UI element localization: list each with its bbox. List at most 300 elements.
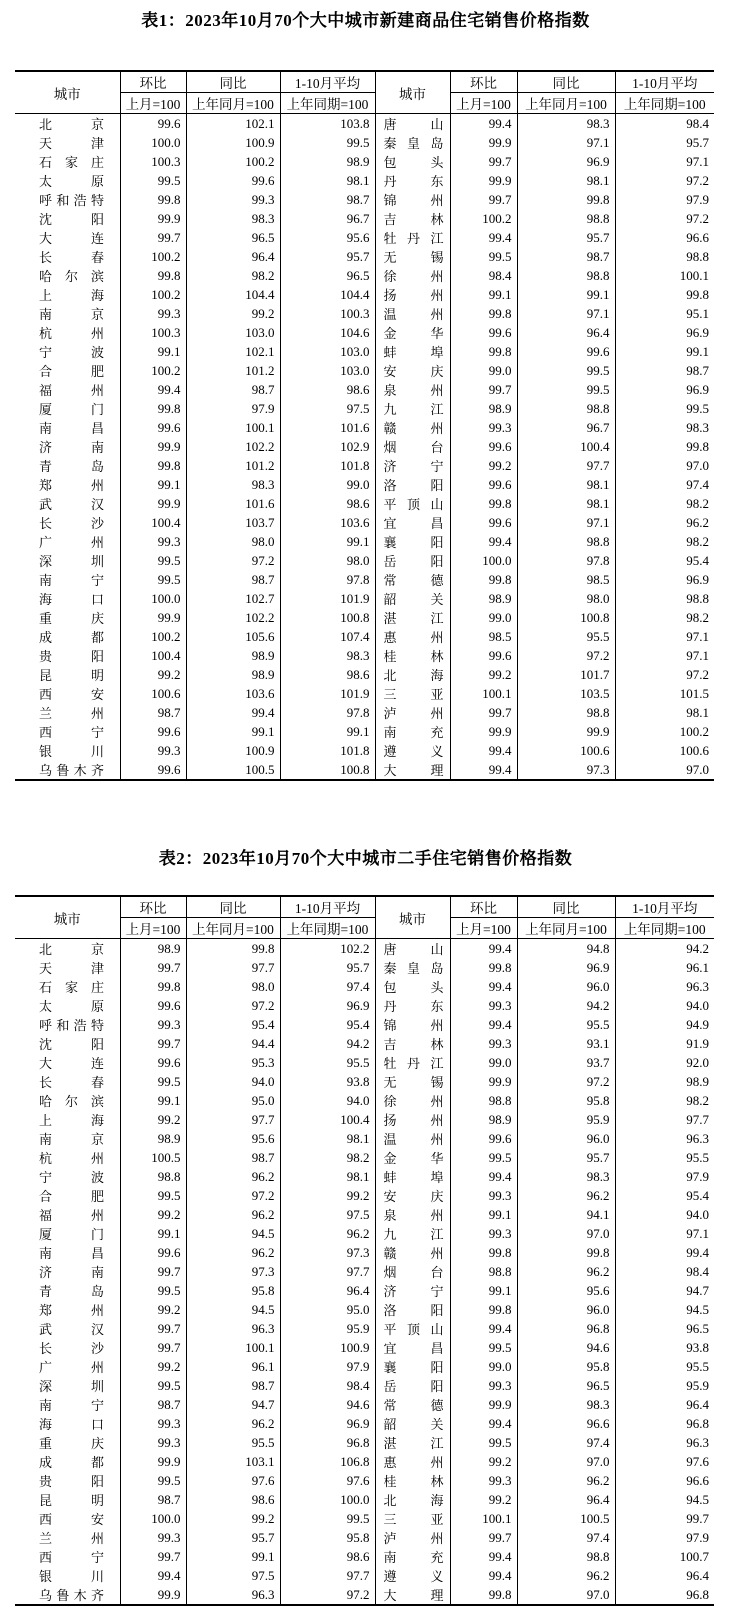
yoy-value-cell: 97.1	[517, 304, 615, 323]
avg-value-cell: 98.6	[280, 665, 375, 684]
city-cell	[375, 1015, 450, 1034]
yoy-value-cell: 96.3	[186, 1319, 280, 1338]
avg-value-cell: 95.8	[280, 1528, 375, 1547]
city-name: 南昌	[39, 421, 104, 436]
city-name: 郑州	[39, 1303, 104, 1318]
city-name: 太原	[39, 999, 104, 1014]
avg-value-cell: 97.0	[686, 761, 709, 777]
yoy-value-cell: 96.2	[186, 1243, 280, 1262]
city-name: 太原	[39, 174, 104, 189]
yoy-value-cell: 94.1	[517, 1205, 615, 1224]
city-name: 温州	[383, 307, 444, 322]
table-row	[15, 589, 714, 608]
mom-value-cell: 99.5	[450, 247, 517, 266]
yoy-value-cell: 97.5	[186, 1566, 280, 1585]
yoy-value-cell: 100.8	[517, 608, 615, 627]
table-row	[15, 1471, 714, 1490]
yoy-value-cell: 97.9	[186, 399, 280, 418]
table-row	[15, 1262, 714, 1281]
yoy-value-cell: 96.4	[517, 323, 615, 342]
table-row	[15, 958, 714, 977]
yoy-value-cell: 96.8	[517, 1319, 615, 1338]
avg-value-cell: 99.7	[686, 1510, 709, 1526]
city-cell	[375, 1243, 450, 1262]
mom-value-cell: 99.8	[120, 190, 186, 209]
table-row	[15, 760, 714, 780]
mom-value-cell: 98.7	[120, 703, 186, 722]
city-name: 大连	[39, 231, 104, 246]
city-cell	[15, 1148, 120, 1167]
mom-value-cell: 99.8	[450, 570, 517, 589]
avg-value-cell: 94.2	[280, 1034, 375, 1053]
avg-value-cell: 96.2	[686, 514, 709, 530]
avg-value-cell: 95.5	[686, 1358, 709, 1374]
city-name: 平顶山	[383, 497, 444, 512]
yoy-value-cell: 99.1	[517, 285, 615, 304]
avg-value-cell: 100.4	[280, 1110, 375, 1129]
avg-value-cell: 97.0	[686, 457, 709, 473]
avg-value-cell: 99.5	[280, 1509, 375, 1528]
city-name: 蚌埠	[383, 1170, 444, 1185]
table-row	[15, 399, 714, 418]
mom-value-cell: 99.5	[120, 551, 186, 570]
city-cell	[375, 1300, 450, 1319]
city-cell	[375, 958, 450, 977]
city-name: 长春	[39, 250, 104, 265]
table-row	[15, 1243, 714, 1262]
col-mom-header: 环比	[450, 71, 517, 93]
yoy-value-cell: 94.5	[186, 1224, 280, 1243]
city-name: 锦州	[383, 1018, 444, 1033]
avg-value-cell: 95.7	[280, 247, 375, 266]
avg-value-cell: 102.2	[280, 939, 375, 959]
avg-value-cell: 100.8	[280, 608, 375, 627]
avg-value-cell: 98.4	[280, 1376, 375, 1395]
avg-value-cell: 101.8	[280, 741, 375, 760]
mom-value-cell: 99.3	[450, 1186, 517, 1205]
header-row-base	[15, 93, 714, 114]
table-row	[15, 1015, 714, 1034]
city-cell	[15, 1528, 120, 1547]
city-name: 青岛	[39, 1284, 104, 1299]
city-name: 大理	[383, 763, 444, 778]
city-cell	[15, 399, 120, 418]
yoy-value-cell: 97.2	[517, 646, 615, 665]
yoy-value-cell: 95.8	[517, 1091, 615, 1110]
yoy-value-cell: 100.2	[186, 152, 280, 171]
table-row	[15, 1414, 714, 1433]
city-name: 昆明	[39, 1493, 104, 1508]
avg-value-cell: 98.1	[686, 704, 709, 720]
city-name: 唐山	[383, 942, 444, 957]
mom-value-cell: 100.0	[450, 551, 517, 570]
mom-value-cell: 98.9	[450, 589, 517, 608]
city-name: 烟台	[383, 1265, 444, 1280]
avg-value-cell: 95.6	[280, 228, 375, 247]
city-name: 无锡	[383, 1075, 444, 1090]
city-name: 吉林	[383, 1037, 444, 1052]
avg-value-cell: 99.1	[280, 722, 375, 741]
city-name: 沈阳	[39, 1037, 104, 1052]
table-row	[15, 1395, 714, 1414]
mom-value-cell: 99.2	[450, 456, 517, 475]
city-name: 包头	[383, 980, 444, 995]
yoy-value-cell: 100.5	[186, 760, 280, 780]
mom-value-cell: 98.8	[120, 1167, 186, 1186]
avg-value-cell: 98.2	[686, 1092, 709, 1108]
avg-value-cell: 98.3	[686, 419, 709, 435]
table-row	[15, 1433, 714, 1452]
city-cell	[375, 1585, 450, 1605]
city-name: 南宁	[39, 1398, 104, 1413]
avg-value-cell: 96.4	[280, 1281, 375, 1300]
mom-value-cell: 99.1	[450, 1205, 517, 1224]
yoy-value-cell: 94.5	[186, 1300, 280, 1319]
table-row	[15, 646, 714, 665]
city-name: 三亚	[383, 1512, 444, 1527]
city-cell	[15, 1566, 120, 1585]
avg-value-cell: 96.1	[686, 959, 709, 975]
avg-value-cell: 100.1	[679, 267, 709, 283]
mom-value-cell: 99.7	[450, 190, 517, 209]
yoy-value-cell: 98.1	[517, 475, 615, 494]
mom-value-cell: 99.4	[450, 114, 517, 134]
city-cell	[15, 304, 120, 323]
city-cell	[375, 1452, 450, 1471]
mom-value-cell: 99.7	[450, 703, 517, 722]
col-yoy-header: 同比	[517, 896, 615, 918]
city-cell	[375, 361, 450, 380]
city-cell	[15, 741, 120, 760]
yoy-value-cell: 96.4	[186, 247, 280, 266]
mom-value-cell: 99.7	[450, 152, 517, 171]
avg-value-cell: 98.2	[686, 609, 709, 625]
yoy-value-cell: 96.0	[517, 1300, 615, 1319]
mom-value-cell: 100.0	[120, 133, 186, 152]
city-cell	[15, 266, 120, 285]
city-name: 长沙	[39, 1341, 104, 1356]
yoy-value-cell: 99.1	[186, 722, 280, 741]
col-avg-header: 1-10月平均	[280, 71, 375, 93]
city-cell	[375, 1414, 450, 1433]
yoy-value-cell: 96.2	[186, 1167, 280, 1186]
yoy-value-cell: 97.2	[186, 1186, 280, 1205]
mom-value-cell: 100.2	[120, 285, 186, 304]
mom-value-cell: 99.4	[450, 760, 517, 780]
city-cell	[15, 1281, 120, 1300]
mom-value-cell: 99.2	[120, 1357, 186, 1376]
table-row	[15, 1547, 714, 1566]
mom-value-cell: 99.3	[120, 1015, 186, 1034]
city-cell	[15, 133, 120, 152]
yoy-value-cell: 97.3	[517, 760, 615, 780]
city-name: 南京	[39, 1132, 104, 1147]
city-cell	[15, 1471, 120, 1490]
avg-value-cell: 99.4	[686, 1244, 709, 1260]
mom-value-cell: 100.2	[120, 361, 186, 380]
yoy-value-cell: 103.7	[186, 513, 280, 532]
city-cell	[15, 114, 120, 134]
avg-value-cell: 96.6	[686, 229, 709, 245]
city-cell	[375, 494, 450, 513]
avg-value-cell: 95.5	[280, 1053, 375, 1072]
city-name: 呼和浩特	[39, 193, 104, 208]
table-row	[15, 1224, 714, 1243]
table2-title: 表2：2023年10月70个大中城市二手住宅销售价格指数	[158, 849, 573, 868]
city-name: 西宁	[39, 725, 104, 740]
city-name: 秦皇岛	[383, 136, 444, 151]
mom-value-cell: 99.3	[450, 996, 517, 1015]
city-name: 贵阳	[39, 1474, 104, 1489]
mom-value-cell: 100.1	[450, 684, 517, 703]
city-name: 惠州	[383, 630, 444, 645]
avg-value-cell: 97.2	[686, 666, 709, 682]
table-row	[15, 190, 714, 209]
city-cell	[15, 1509, 120, 1528]
avg-value-cell: 94.7	[686, 1282, 709, 1298]
city-cell	[375, 1205, 450, 1224]
mom-value-cell: 98.9	[450, 399, 517, 418]
city-name: 兰州	[39, 706, 104, 721]
city-name: 牡丹江	[383, 231, 444, 246]
yoy-value-cell: 99.8	[186, 939, 280, 959]
city-cell	[375, 380, 450, 399]
city-cell	[375, 437, 450, 456]
yoy-value-cell: 95.7	[186, 1528, 280, 1547]
table-body	[15, 114, 714, 781]
city-name: 石家庄	[39, 155, 104, 170]
avg-value-cell: 96.6	[686, 1472, 709, 1488]
mom-value-cell: 99.2	[120, 1300, 186, 1319]
city-cell	[15, 703, 120, 722]
city-cell	[375, 1053, 450, 1072]
city-cell	[15, 361, 120, 380]
mom-value-cell: 99.3	[120, 741, 186, 760]
yoy-value-cell: 95.4	[186, 1015, 280, 1034]
avg-value-cell: 97.1	[686, 153, 709, 169]
city-cell	[375, 684, 450, 703]
col-mom-header: 环比	[120, 71, 186, 93]
mom-value-cell: 99.4	[120, 1566, 186, 1585]
yoy-value-cell: 94.2	[517, 996, 615, 1015]
city-name: 兰州	[39, 1531, 104, 1546]
avg-value-cell: 97.9	[686, 1529, 709, 1545]
avg-value-cell: 94.0	[686, 1206, 709, 1222]
mom-value-cell: 99.8	[120, 266, 186, 285]
mom-value-cell: 99.4	[450, 939, 517, 959]
yoy-value-cell: 99.2	[186, 1509, 280, 1528]
city-cell	[375, 513, 450, 532]
mom-value-cell: 99.2	[120, 1205, 186, 1224]
mom-value-cell: 99.8	[450, 1243, 517, 1262]
city-name: 哈尔滨	[39, 269, 104, 284]
yoy-value-cell: 96.4	[517, 1490, 615, 1509]
city-cell	[375, 996, 450, 1015]
city-name: 福州	[39, 383, 104, 398]
avg-value-cell: 98.2	[686, 495, 709, 511]
city-name: 韶关	[383, 1417, 444, 1432]
city-cell	[375, 304, 450, 323]
mom-value-cell: 99.4	[450, 741, 517, 760]
table-row	[15, 266, 714, 285]
yoy-value-cell: 95.3	[186, 1053, 280, 1072]
yoy-value-cell: 98.6	[186, 1490, 280, 1509]
mom-value-cell: 99.9	[120, 1585, 186, 1605]
table-row	[15, 304, 714, 323]
yoy-value-cell: 96.6	[517, 1414, 615, 1433]
mom-value-cell: 100.3	[120, 323, 186, 342]
yoy-value-cell: 95.8	[186, 1281, 280, 1300]
city-cell	[375, 1224, 450, 1243]
city-cell	[375, 627, 450, 646]
table-row	[15, 722, 714, 741]
city-name: 天津	[39, 136, 104, 151]
city-name: 扬州	[383, 288, 444, 303]
city-name: 安庆	[383, 364, 444, 379]
city-name: 秦皇岛	[383, 961, 444, 976]
city-name: 北海	[383, 668, 444, 683]
yoy-value-cell: 103.1	[186, 1452, 280, 1471]
yoy-value-cell: 95.9	[517, 1110, 615, 1129]
city-name: 岳阳	[383, 1379, 444, 1394]
avg-value-cell: 102.9	[280, 437, 375, 456]
city-name: 成都	[39, 1455, 104, 1470]
table-row	[15, 209, 714, 228]
mom-value-cell: 99.1	[120, 1091, 186, 1110]
mom-value-cell: 99.8	[120, 977, 186, 996]
city-cell	[15, 171, 120, 190]
city-name: 杭州	[39, 1151, 104, 1166]
avg-value-cell: 101.9	[280, 684, 375, 703]
city-cell	[375, 1547, 450, 1566]
avg-value-cell: 95.9	[686, 1377, 709, 1393]
city-name: 南充	[383, 725, 444, 740]
table-row	[15, 1376, 714, 1395]
city-name: 成都	[39, 630, 104, 645]
city-name: 平顶山	[383, 1322, 444, 1337]
yoy-value-cell: 98.8	[517, 532, 615, 551]
mom-value-cell: 99.3	[120, 1414, 186, 1433]
yoy-value-cell: 93.7	[517, 1053, 615, 1072]
city-name: 桂林	[383, 649, 444, 664]
yoy-value-cell: 102.1	[186, 114, 280, 134]
yoy-value-cell: 98.8	[517, 1547, 615, 1566]
city-cell	[375, 1186, 450, 1205]
yoy-value-cell: 94.6	[517, 1338, 615, 1357]
city-cell	[15, 627, 120, 646]
mom-value-cell: 99.2	[450, 665, 517, 684]
city-cell	[375, 152, 450, 171]
table-row	[15, 285, 714, 304]
city-cell	[15, 494, 120, 513]
avg-value-cell: 100.3	[280, 304, 375, 323]
table-row	[15, 1167, 714, 1186]
yoy-value-cell: 100.1	[186, 418, 280, 437]
city-name: 济宁	[383, 459, 444, 474]
mom-value-cell: 99.7	[450, 380, 517, 399]
mom-value-cell: 99.6	[120, 722, 186, 741]
city-cell	[375, 1167, 450, 1186]
yoy-value-cell: 99.2	[186, 304, 280, 323]
mom-value-cell: 99.6	[120, 760, 186, 780]
yoy-value-cell: 96.0	[517, 977, 615, 996]
col-yoy-base-header: 上年同月=100	[517, 918, 615, 939]
mom-value-cell: 99.8	[120, 399, 186, 418]
avg-value-cell: 97.1	[686, 628, 709, 644]
yoy-value-cell: 97.0	[517, 1224, 615, 1243]
city-cell	[375, 1509, 450, 1528]
avg-value-cell: 100.9	[280, 1338, 375, 1357]
city-cell	[15, 228, 120, 247]
mom-value-cell: 99.5	[120, 1186, 186, 1205]
avg-value-cell: 95.5	[686, 1149, 709, 1165]
yoy-value-cell: 98.1	[517, 494, 615, 513]
avg-value-cell: 97.5	[280, 399, 375, 418]
avg-value-cell: 95.1	[686, 305, 709, 321]
yoy-value-cell: 96.3	[186, 1585, 280, 1605]
avg-value-cell: 95.4	[686, 552, 709, 568]
table-row	[15, 996, 714, 1015]
table-row	[15, 532, 714, 551]
city-cell	[15, 1300, 120, 1319]
yoy-value-cell: 101.2	[186, 456, 280, 475]
mom-value-cell: 99.0	[450, 361, 517, 380]
city-name: 银川	[39, 1569, 104, 1584]
avg-value-cell: 96.8	[686, 1586, 709, 1602]
yoy-value-cell: 100.5	[517, 1509, 615, 1528]
city-cell	[15, 323, 120, 342]
avg-value-cell: 98.1	[280, 1167, 375, 1186]
avg-value-cell: 104.4	[280, 285, 375, 304]
city-name: 乌鲁木齐	[39, 763, 104, 778]
mom-value-cell: 99.9	[120, 608, 186, 627]
mom-value-cell: 99.4	[450, 1547, 517, 1566]
avg-value-cell: 91.9	[686, 1035, 709, 1051]
mom-value-cell: 99.1	[450, 1281, 517, 1300]
city-name: 大理	[383, 1588, 444, 1603]
mom-value-cell: 98.9	[120, 939, 186, 959]
table-row	[15, 152, 714, 171]
avg-value-cell: 97.2	[686, 172, 709, 188]
new-homes-price-index-table	[15, 70, 714, 781]
yoy-value-cell: 101.6	[186, 494, 280, 513]
avg-value-cell: 98.9	[280, 152, 375, 171]
yoy-value-cell: 100.9	[186, 741, 280, 760]
mom-value-cell: 99.9	[450, 1072, 517, 1091]
avg-value-cell: 100.7	[679, 1548, 709, 1564]
mom-value-cell: 99.5	[450, 1338, 517, 1357]
city-cell	[15, 532, 120, 551]
mom-value-cell: 99.1	[120, 475, 186, 494]
avg-value-cell: 101.8	[280, 456, 375, 475]
avg-value-cell: 95.4	[686, 1187, 709, 1203]
city-cell	[15, 475, 120, 494]
mom-value-cell: 98.9	[450, 1110, 517, 1129]
mom-value-cell: 98.7	[120, 1395, 186, 1414]
avg-value-cell: 98.1	[280, 171, 375, 190]
col-mom-base-header: 上月=100	[120, 93, 186, 114]
avg-value-cell: 97.4	[686, 476, 709, 492]
city-cell	[15, 418, 120, 437]
city-name: 遵义	[383, 744, 444, 759]
yoy-value-cell: 98.7	[186, 1376, 280, 1395]
yoy-value-cell: 98.5	[517, 570, 615, 589]
city-cell	[15, 589, 120, 608]
table-row	[15, 1338, 714, 1357]
city-name: 襄阳	[383, 535, 444, 550]
avg-value-cell: 96.2	[280, 1224, 375, 1243]
yoy-value-cell: 99.8	[517, 1243, 615, 1262]
